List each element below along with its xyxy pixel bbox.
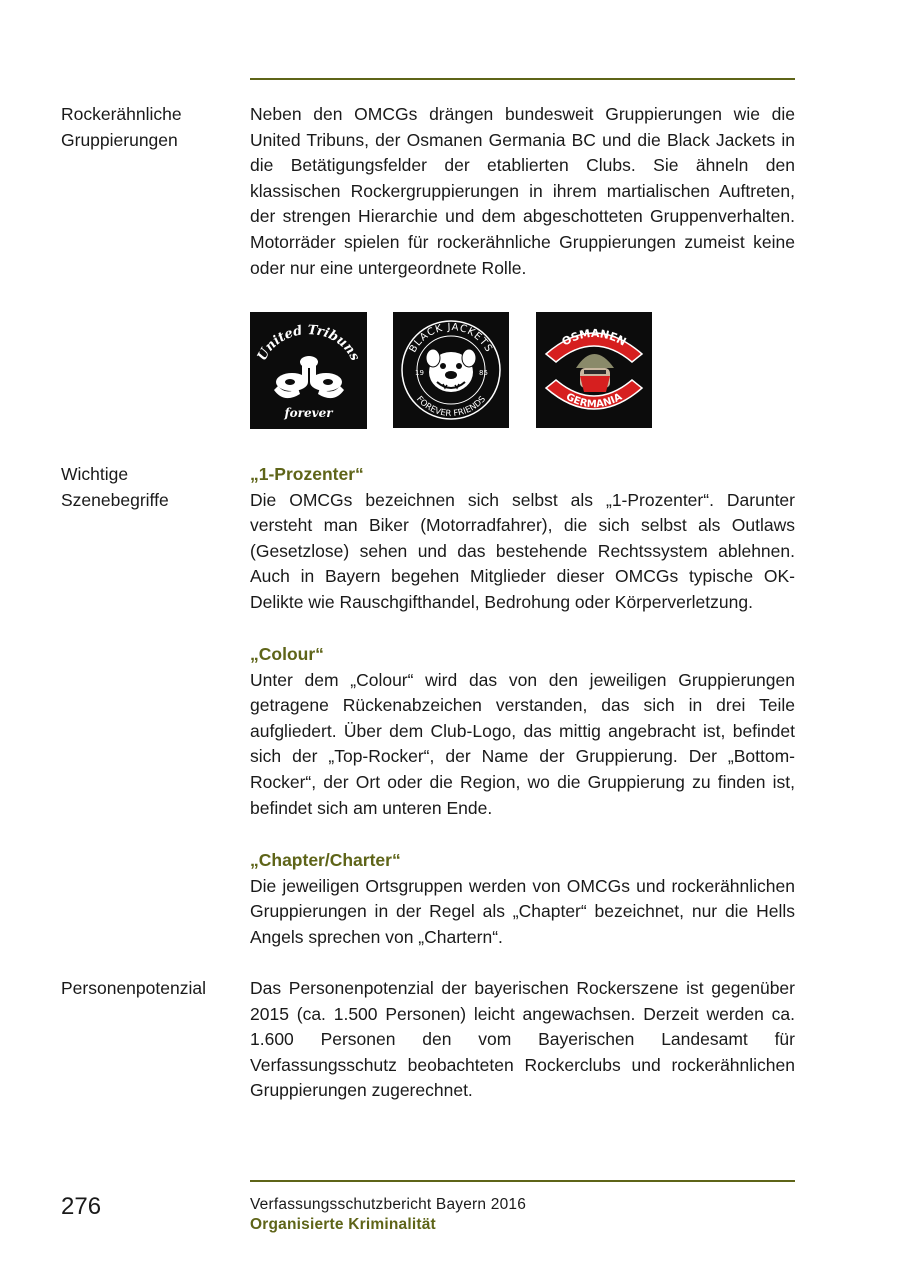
- term-chapter-charter: [250, 848, 795, 950]
- paragraph: Das Personenpotenzial der bayerischen Rockerszene ist gegenüber 2015 (ca. 1.500 Personen) leicht angewachsen. Derzeit werden ca. 1.600 Personen den vom Bayerischen Landesamt für Verfassungsschutz beobachteten Rockerclubs und rockerähnlichen Gruppierungen zugerechnet.: [250, 978, 795, 1101]
- osmanen-germania-emblem-icon: [536, 312, 652, 428]
- section-label-line: Szenebegriffe: [61, 489, 169, 510]
- section-label-line: Rockerähnliche: [61, 104, 182, 124]
- report-title: Verfassungsschutzbericht Bayern 2016: [250, 1196, 527, 1213]
- logo-bottom-text: FOREVER FRIENDS: [414, 394, 488, 420]
- bulldog-icon: [426, 349, 476, 392]
- black-jackets-emblem-icon: [393, 312, 509, 428]
- term-1-prozenter: [250, 462, 795, 616]
- united-tribuns-emblem-icon: [250, 312, 367, 429]
- logo-year-right: 85: [479, 369, 488, 377]
- section-label-line: Personenpotenzial: [61, 978, 206, 998]
- osmanen-germania-logo: [536, 312, 652, 428]
- svg-text:BLACK JACKETS: [408, 322, 495, 355]
- chapter-title: Organisierte Kriminalität: [250, 1216, 436, 1233]
- warrior-helmet-icon: [576, 354, 614, 392]
- united-tribuns-logo: [250, 312, 367, 429]
- svg-text:GERMANIA: [564, 391, 624, 410]
- term-text: Die OMCGs bezeichnen sich selbst als „1-Prozenter“. Darunter versteht man Biker (Motorradfahrer), die sich selbst als Outlaws (Gesetzlose) sehen und das bestehende Rechtssystem ablehnen. Auch in Bayern begehen Mitglieder dieser OMCGs typische OK-Delikte wie Rauschgifthandel, Bedrohung oder Körperverletzung.: [250, 489, 795, 612]
- top-rule: [250, 78, 795, 80]
- logo-top-text: OSMANEN: [559, 326, 629, 349]
- term-title: „Chapter/Charter“: [250, 850, 401, 870]
- section-body-personenpotenzial: [250, 976, 795, 1104]
- logo-bottom-text: forever: [284, 406, 333, 420]
- section-label-szenebegriffe: [61, 462, 241, 513]
- term-title: „1-Prozenter“: [250, 464, 364, 484]
- svg-text:FOREVER FRIENDS: [414, 395, 488, 420]
- section-label-rockeraehnlich: [61, 102, 241, 153]
- paragraph: Neben den OMCGs drängen bundesweit Gruppierungen wie die United Tribuns, der Osmanen Germania BC und die Black Jackets in die Betätigungsfelder der etablierten Clubs. Sie ähneln den klassischen Rockergruppierungen in ihrem martialischen Auftreten, der strengen Hierarchie und dem abgeschotteten Gruppenverhalten. Motorräder spielen für rockerähnliche Gruppierungen zumeist keine oder nur eine untergeordnete Rolle.: [250, 104, 795, 278]
- term-colour: [250, 642, 795, 821]
- term-title: „Colour“: [250, 644, 324, 664]
- footer-rule: [250, 1180, 795, 1182]
- term-text: Unter dem „Colour“ wird das von den jeweiligen Gruppierungen getragene Rückenabzeichen verstanden, das sich in drei Teile aufgliedert. Über dem Club-Logo, das mittig angebracht ist, befindet sich der „Top-Rocker“, der Name der Gruppierung. Der „Bottom-Rocker“, der Ort oder die Region, wo die Gruppierung zu finden ist, befindet sich am unteren Ende.: [250, 669, 795, 818]
- section-body-rockeraehnlich: [250, 102, 795, 281]
- section-label-line: Gruppierungen: [61, 129, 178, 150]
- logo-top-text: United Tribuns: [254, 322, 363, 364]
- page-number: 276: [61, 1193, 102, 1220]
- section-label-line: Wichtige: [61, 464, 129, 484]
- section-label-personenpotenzial: [61, 976, 241, 1002]
- term-text: Die jeweiligen Ortsgruppen werden von OMCGs und rockerähnlichen Gruppierungen in der Regel als „Chapter“ bezeichnet, nur die Hells Angels sprechen von „Chartern“.: [250, 875, 795, 947]
- logo-top-text: BLACK JACKETS: [407, 321, 495, 355]
- black-jackets-logo: [393, 312, 509, 428]
- logo-year-left: 19: [415, 369, 424, 377]
- logo-bottom-text: GERMANIA: [564, 391, 624, 411]
